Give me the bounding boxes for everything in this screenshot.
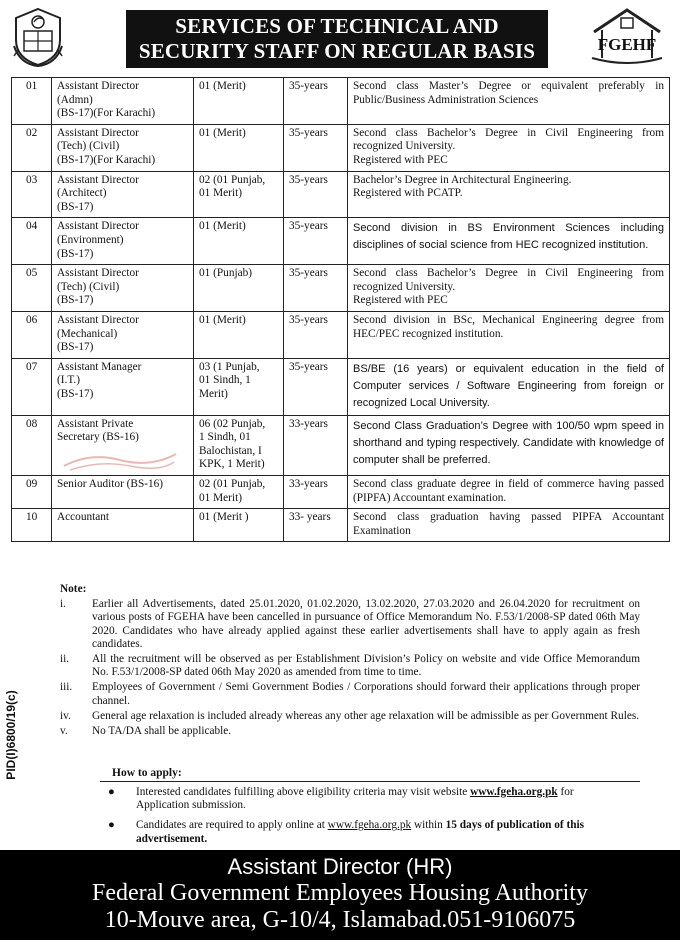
qualification	[348, 311, 670, 358]
qualification-line: Second class Master’s Degree or equivalent preferably in Public/Business Administration Sciences	[353, 80, 664, 106]
table-row	[12, 358, 670, 415]
bullet-text: Interested candidates fulfilling above eligibility criteria may visit website	[136, 786, 471, 798]
bullet-icon: ●	[108, 786, 115, 798]
serial-no: 03	[12, 171, 52, 218]
seats	[194, 218, 284, 265]
post-name-line: (Tech) (Civil)	[57, 280, 120, 293]
fgehf-logo-text: FGEHF	[597, 35, 657, 54]
post-name	[52, 171, 194, 218]
seats	[194, 171, 284, 218]
list-item	[46, 681, 640, 707]
age-limit: 35-years	[284, 171, 348, 218]
qualification-line: Second class Bachelor’s Degree in Civil Engineering from recognized University.	[353, 267, 664, 293]
post-name-line: Assistant Director	[57, 267, 139, 280]
note-text: Employees of Government / Semi Government Bodies / Corporations should forward their applications through proper channel.	[92, 681, 640, 707]
seats-line: 02 (01 Punjab,	[199, 478, 266, 491]
bullet-text: Candidates are required to apply online at	[136, 819, 328, 832]
post-name-line: (BS-17)	[57, 387, 94, 400]
post-name-line: (BS-17)	[57, 294, 94, 307]
serial-no: 04	[12, 218, 52, 265]
note-number: iii.	[60, 681, 73, 694]
serial-no: 01	[12, 78, 52, 125]
serial-no: 10	[12, 509, 52, 542]
post-name-line: (Architect)	[57, 187, 107, 200]
post-name-line: (BS-17)	[57, 341, 94, 354]
post-name	[52, 218, 194, 265]
qualification-line: Second Class Graduation’s Degree with 100/50 wpm speed in shorthand and typing respectively. Candidate with knowledge of computer shall be preferred.	[353, 419, 664, 466]
footer-address: 10-Mouve area, G-10/4, Islamabad.051-9106075	[104, 907, 576, 933]
qualification-line: Second division in BSc, Mechanical Engineering degree from HEC/PEC recognized institution.	[353, 313, 664, 340]
seats-line: 01 (Merit)	[199, 126, 246, 139]
how-to-apply-list	[108, 786, 628, 853]
divider	[100, 781, 640, 782]
post-name-line: (I.T.)	[57, 374, 80, 387]
age-limit: 35-years	[284, 78, 348, 125]
seats-line: 02 (01 Punjab,	[199, 173, 266, 186]
seats-line: 01 (Merit)	[199, 220, 246, 233]
seats	[194, 265, 284, 312]
list-item	[46, 725, 640, 738]
qualification	[348, 265, 670, 312]
notes-title: Note:	[60, 583, 87, 595]
age-limit: 33- years	[284, 509, 348, 542]
pid-reference	[4, 640, 18, 830]
post-name	[52, 509, 194, 542]
website-link[interactable]: www.fgeha.org.pk	[327, 819, 412, 832]
seats-line: Balochistan, I	[199, 444, 262, 457]
bullet-text: for Application submission.	[136, 786, 574, 812]
qualification-line: Second division in BS Environment Sciences including disciplines of social science from HEC recognized institution.	[353, 222, 664, 252]
qualification-line: Registered with PCATP.	[353, 187, 463, 200]
post-name-line: (BS-17)	[57, 200, 94, 213]
post-name	[52, 78, 194, 125]
qualification	[348, 78, 670, 125]
seats-line: 01 Merit)	[199, 187, 242, 200]
age-limit: 33-years	[284, 476, 348, 509]
qualification-line: Bachelor’s Degree in Architectural Engineering.	[353, 173, 572, 186]
post-name-line: Accountant	[57, 511, 110, 524]
how-to-apply-title: How to apply:	[112, 767, 182, 779]
seats	[194, 415, 284, 475]
notes-section	[46, 583, 640, 740]
seats-line: 01 (Punjab)	[199, 267, 253, 280]
seats	[194, 78, 284, 125]
post-name-line: (BS-17)(For Karachi)	[57, 107, 156, 120]
serial-no: 07	[12, 358, 52, 415]
qualification	[348, 171, 670, 218]
seats-line: KPK, 1 Merit)	[199, 458, 265, 471]
qualification	[348, 415, 670, 475]
table-row	[12, 124, 670, 171]
note-number: iv.	[60, 709, 71, 722]
footer-organization: Federal Government Employees Housing Authority	[92, 880, 588, 906]
website-link[interactable]: www.fgeha.org.pk	[470, 786, 558, 798]
qualification	[348, 124, 670, 171]
qualification	[348, 218, 670, 265]
serial-no: 09	[12, 476, 52, 509]
seats-line: 03 (1 Punjab,	[199, 360, 260, 373]
note-text: General age relaxation is included already whereas any other age relaxation will be admissible as per Government Rules.	[92, 709, 640, 722]
seats-line: 01 Merit)	[199, 491, 242, 504]
age-limit: 35-years	[284, 124, 348, 171]
pid-text: PID(I)6800/19(c)	[4, 690, 18, 780]
post-name-line: Assistant Manager	[57, 360, 142, 373]
post-name	[52, 265, 194, 312]
seats-line: 01 (Merit)	[199, 80, 246, 92]
age-limit: 35-years	[284, 265, 348, 312]
seats	[194, 509, 284, 542]
qualification-line: Second class graduate degree in field of commerce having passed (PIPFA) Accountant examination.	[353, 478, 664, 504]
table-row	[12, 171, 670, 218]
qualification	[348, 358, 670, 415]
post-name-line: Assistant Director	[57, 220, 139, 233]
post-name-line: (Admn)	[57, 93, 93, 106]
post-name-line: Assistant Private	[57, 417, 134, 430]
note-number: i.	[60, 598, 66, 611]
pakistan-emblem-icon	[10, 6, 66, 68]
stamp-watermark	[60, 446, 180, 474]
note-number: ii.	[60, 653, 70, 666]
post-name	[52, 311, 194, 358]
age-limit: 35-years	[284, 218, 348, 265]
seats	[194, 311, 284, 358]
post-name-line: (Tech) (Civil)	[57, 140, 120, 153]
notes-list	[46, 598, 640, 738]
qualification-line: Registered with PEC	[353, 294, 448, 307]
seats-line: 01 Sindh, 1	[199, 374, 251, 387]
qualification-line: Registered with PEC	[353, 153, 448, 166]
qualification-line: Second class Bachelor’s Degree in Civil Engineering from recognized University.	[353, 126, 664, 153]
post-name-line: Assistant Director	[57, 126, 139, 139]
post-name-line: Assistant Director	[57, 80, 139, 92]
post-name-line: (BS-17)	[57, 247, 94, 260]
seats-line: 06 (02 Punjab,	[199, 417, 266, 430]
note-text: No TA/DA shall be applicable.	[92, 725, 232, 738]
post-name-line: (Environment)	[57, 233, 124, 246]
seats-line: 01 (Merit)	[199, 313, 246, 326]
table-row	[12, 509, 670, 542]
table-row	[12, 218, 670, 265]
list-item	[46, 598, 640, 651]
list-item	[108, 819, 628, 845]
qualification-line: Second class graduation having passed PIPFA Accountant Examination	[353, 511, 664, 537]
deadline-text: 15 days of publication of this advertisement.	[136, 819, 585, 845]
serial-no: 02	[12, 124, 52, 171]
post-name-line: Assistant Director	[57, 313, 139, 326]
post-name-line: Secretary (BS-16)	[57, 431, 139, 444]
table-row	[12, 78, 670, 125]
table-row	[12, 265, 670, 312]
fgehf-logo-icon	[588, 6, 666, 68]
qualification	[348, 509, 670, 542]
qualification-line: BS/BE (16 years) or equivalent education in the field of Computer services / Software Engineering from foreign or recognized Local University.	[353, 362, 664, 409]
list-item	[46, 653, 640, 679]
footer	[0, 850, 680, 940]
bullet-icon: ●	[108, 819, 115, 832]
title-line-2: SECURITY STAFF ON REGULAR BASIS	[138, 39, 536, 63]
post-name-line: (Mechanical)	[57, 327, 118, 340]
bullet-text: within	[411, 819, 446, 832]
title-line-1: SERVICES OF TECHNICAL AND	[175, 14, 499, 38]
post-name	[52, 358, 194, 415]
table-row	[12, 311, 670, 358]
list-item	[108, 786, 628, 812]
ad-title	[126, 10, 548, 68]
age-limit: 33-years	[284, 415, 348, 475]
list-item	[46, 710, 640, 723]
post-name-line: Assistant Director	[57, 173, 139, 186]
serial-no: 08	[12, 415, 52, 475]
seats	[194, 358, 284, 415]
seats-line: 01 (Merit )	[199, 511, 249, 524]
serial-no: 06	[12, 311, 52, 358]
qualification	[348, 476, 670, 509]
post-name	[52, 124, 194, 171]
table-row	[12, 476, 670, 509]
note-number: v.	[60, 725, 68, 738]
footer-designation: Assistant Director (HR)	[227, 854, 453, 879]
seats-line: Merit)	[199, 387, 228, 400]
note-text: All the recruitment will be observed as per Establishment Division’s Policy on website and vide Office Memorandum No. F.53/1/2008-SP dated 06th May 2020 as amended from time to time.	[92, 653, 640, 679]
age-limit: 35-years	[284, 311, 348, 358]
post-name-line: Senior Auditor (BS-16)	[57, 478, 164, 491]
age-limit: 35-years	[284, 358, 348, 415]
header	[0, 0, 680, 74]
seats	[194, 476, 284, 509]
seats	[194, 124, 284, 171]
post-name-line: (BS-17)(For Karachi)	[57, 153, 156, 166]
serial-no: 05	[12, 265, 52, 312]
seats-line: 1 Sindh, 01	[199, 431, 251, 444]
note-text: Earlier all Advertisements, dated 25.01.2020, 01.02.2020, 13.02.2020, 27.03.2020 and 26.04.2020 for recruitment on various posts of FGEHA have been cancelled in pursuance of Office Memorandum No. F.53/1/2008-SP dated 06th May 2020. Candidates who have already applied against these earlier advertisements shall have to apply again as fresh candidates.	[92, 598, 640, 650]
post-name	[52, 476, 194, 509]
